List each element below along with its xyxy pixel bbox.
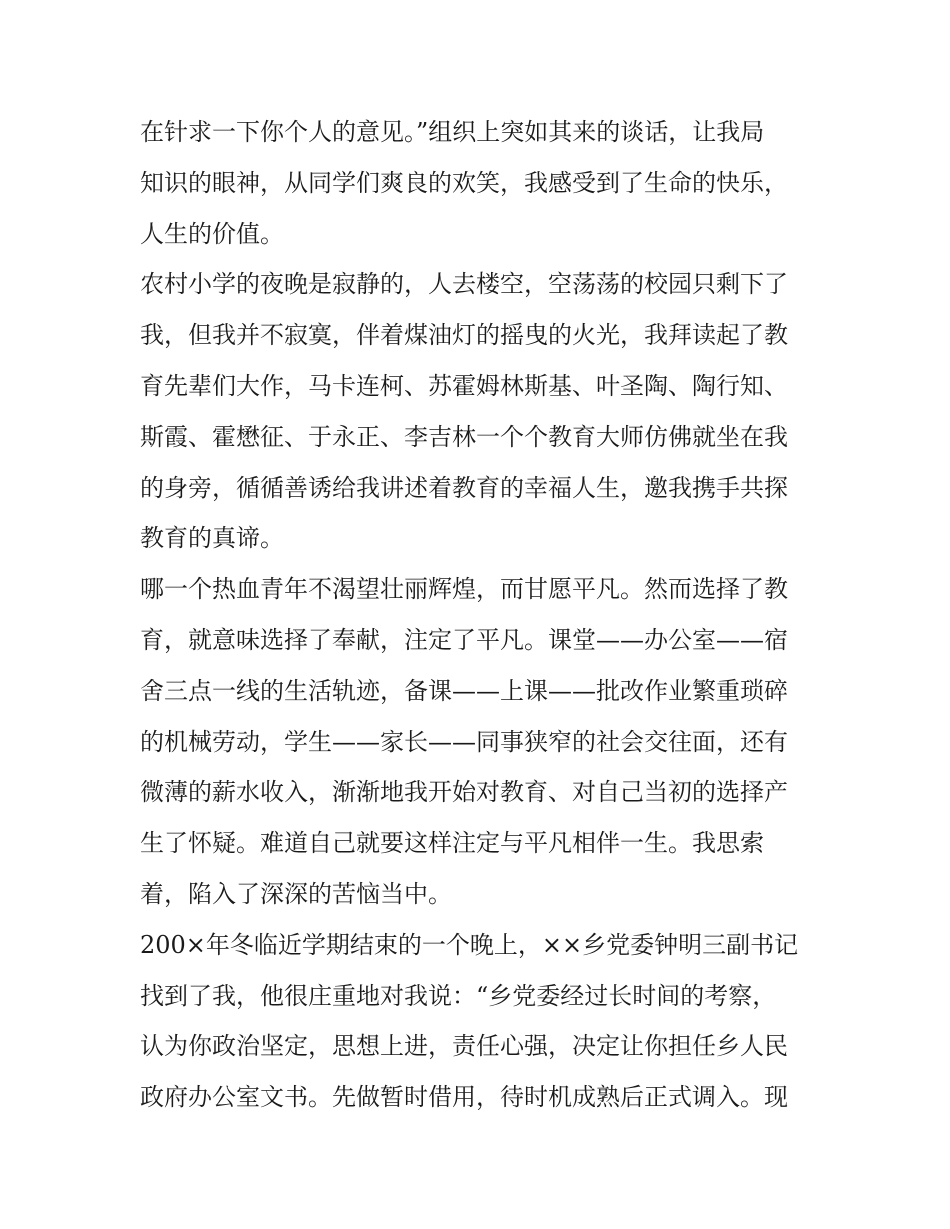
text-line: 哪一个热血青年不渴望壮丽辉煌，而甘愿平凡。然而选择了教 bbox=[140, 575, 788, 604]
document-body bbox=[140, 107, 830, 1123]
text-line: 着，陷入了深深的苦恼当中。 bbox=[140, 879, 452, 908]
text-line: 政府办公室文书。先做暂时借用，待时机成熟后正式调入。现 bbox=[140, 1083, 788, 1112]
text-line: 舍三点一线的生活轨迹，备课——上课——批改作业繁重琐碎 bbox=[140, 676, 788, 705]
text-line: 在针求一下你个人的意见。”组织上突如其来的谈话，让我局 bbox=[140, 118, 765, 146]
text-line: 200×年冬临近学期结束的一个晚上，××乡党委钟明三副书记 bbox=[140, 930, 799, 959]
text-line: 的机械劳动，学生——家长——同事狭窄的社会交往面，还有 bbox=[140, 727, 788, 756]
text-line: 找到了我，他很庄重地对我说：“乡党委经过长时间的考察， bbox=[140, 981, 777, 1010]
text-line: 教育的真谛。 bbox=[140, 524, 284, 553]
text-line: 的身旁，循循善诱给我讲述着教育的幸福人生，邀我携手共探 bbox=[140, 473, 788, 502]
text-line: 生了怀疑。难道自己就要这样注定与平凡相伴一生。我思索 bbox=[140, 829, 764, 858]
text-line: 农村小学的夜晚是寂静的，人去楼空，空荡荡的校园只剩下了 bbox=[140, 270, 788, 299]
text-line: 微薄的薪水收入，渐渐地我开始对教育、对自己当初的选择产 bbox=[140, 778, 788, 807]
text-line: 人生的价值。 bbox=[140, 219, 284, 248]
text-line: 我，但我并不寂寞，伴着煤油灯的摇曳的火光，我拜读起了教 bbox=[140, 321, 788, 350]
text-line: 育，就意味选择了奉献，注定了平凡。课堂——办公室——宿 bbox=[140, 625, 788, 654]
text-line: 斯霞、霍懋征、于永正、李吉林一个个教育大师仿佛就坐在我 bbox=[140, 422, 788, 451]
text-line: 育先辈们大作，马卡连柯、苏霍姆林斯基、叶圣陶、陶行知、 bbox=[140, 371, 788, 400]
text-line: 认为你政治坚定，思想上进，责任心强，决定让你担任乡人民 bbox=[140, 1032, 788, 1061]
text-line: 知识的眼神，从同学们爽良的欢笑，我感受到了生命的快乐， bbox=[140, 168, 788, 197]
